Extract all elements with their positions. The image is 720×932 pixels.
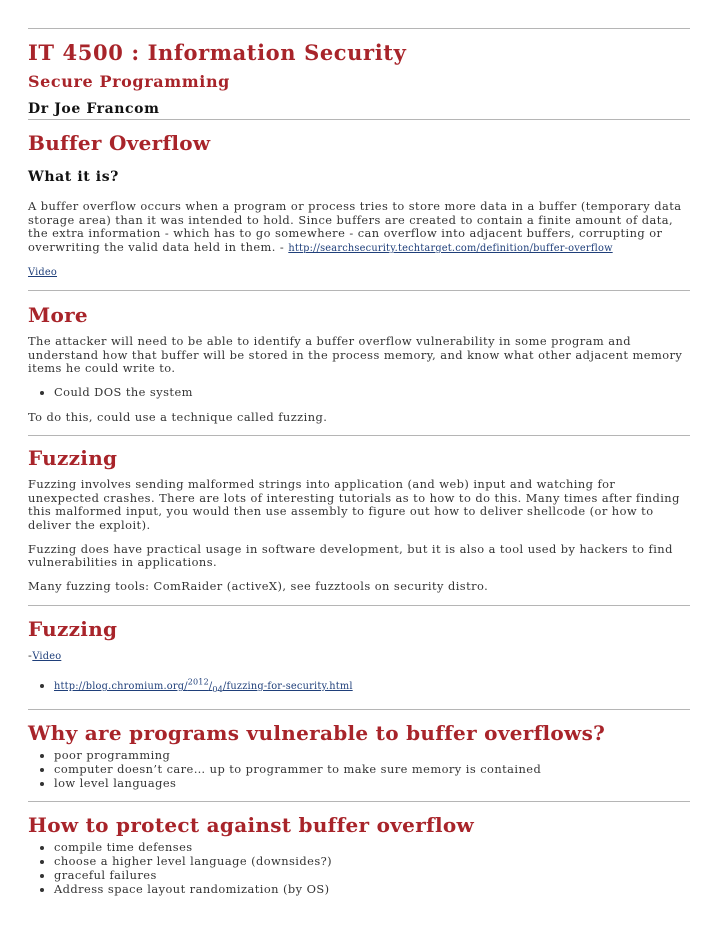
divider (28, 28, 690, 29)
list-item (54, 676, 690, 697)
link-part: /fuzzing-for-security.html (223, 681, 353, 693)
more-footer: To do this, could use a technique called fuzzing. (28, 409, 328, 424)
topic-title: Secure Programming (28, 72, 230, 91)
dash-text: - (28, 648, 33, 663)
section-heading: More (28, 302, 88, 327)
more-paragraph: The attacker will need to be able to identify a buffer overflow vulnerability in some program and understand how that buffer will be stored in the process memory, and know what other adjacent memory items he could write to. (28, 333, 683, 376)
section-fuzzing-links (28, 606, 690, 697)
video-paragraph (28, 265, 690, 280)
section-subheading: What it is? (28, 169, 119, 185)
list-item: • Address space layout randomization (by OS) (54, 883, 690, 897)
author-name: Dr Joe Francom (28, 101, 160, 117)
list-item: • Could DOS the system (54, 386, 690, 400)
definition-text: A buffer overflow occurs when a program or process tries to store more data in a buffer (temporary data storage area) than it was intended to hold. Since buffers are created to contain a finite amount of data, the extra information - which has to go somewhere - can overflow into adjacent buffers, corrupting or overwriting the valid data held in them. - (28, 199, 682, 254)
list-item: • choose a higher level language (downsides?) (54, 855, 690, 869)
more-bullet-list (28, 386, 690, 400)
definition-paragraph (28, 200, 690, 255)
link-part: 04 (212, 685, 223, 695)
chromium-blog-link[interactable] (54, 677, 353, 695)
section-heading: Why are programs vulnerable to buffer overflows? (28, 720, 606, 745)
link-part: 2012 (187, 677, 209, 687)
fuzzing-paragraph-2: Fuzzing does have practical usage in software development, but it is also a tool used by hackers to find vulnerabilities in applications. (28, 541, 673, 570)
link-part: / (208, 681, 213, 693)
header (28, 0, 690, 120)
section-heading: Buffer Overflow (28, 131, 211, 155)
course-title: IT 4500 : Information Security (28, 40, 407, 65)
list-item: • computer doesn’t care… up to programmer to make sure memory is contained (54, 763, 690, 777)
link-part: http://blog.chromium.org/ (54, 681, 188, 693)
protect-bullet-list (28, 841, 690, 896)
why-bullet-list (28, 749, 690, 790)
section-heading: How to protect against buffer overflow (28, 813, 474, 838)
section-buffer-overflow (28, 120, 690, 280)
section-why-vulnerable (28, 710, 690, 790)
fuzzing-paragraph-1: Fuzzing involves sending malformed strings into application (and web) input and watching for unexpected crashes. There are lots of interesting tutorials as to how to do this. Many times after finding this malformed input, you would then use assembly to figure out how to deliver shellcode (or how to deliver the exploit). (28, 477, 680, 532)
list-item: • poor programming (54, 749, 690, 763)
section-protect (28, 802, 690, 896)
list-item: • compile time defenses (54, 841, 690, 855)
fuzzing-video-link[interactable]: Video (32, 651, 62, 663)
section-fuzzing (28, 436, 690, 593)
section-heading: Fuzzing (28, 446, 118, 471)
list-item: • graceful failures (54, 869, 690, 883)
section-more (28, 291, 690, 424)
fuzzing-video-line (28, 649, 690, 664)
fuzzing-link-list (28, 676, 690, 697)
fuzzing-paragraph-3: Many fuzzing tools: ComRaider (activeX), see fuzztools on security distro. (28, 578, 489, 593)
list-item: • low level languages (54, 777, 690, 791)
section-heading: Fuzzing (28, 617, 118, 642)
video-link[interactable]: Video (28, 267, 58, 279)
definition-source-link[interactable]: http://searchsecurity.techtarget.com/definition/buffer-overflow (288, 242, 613, 254)
